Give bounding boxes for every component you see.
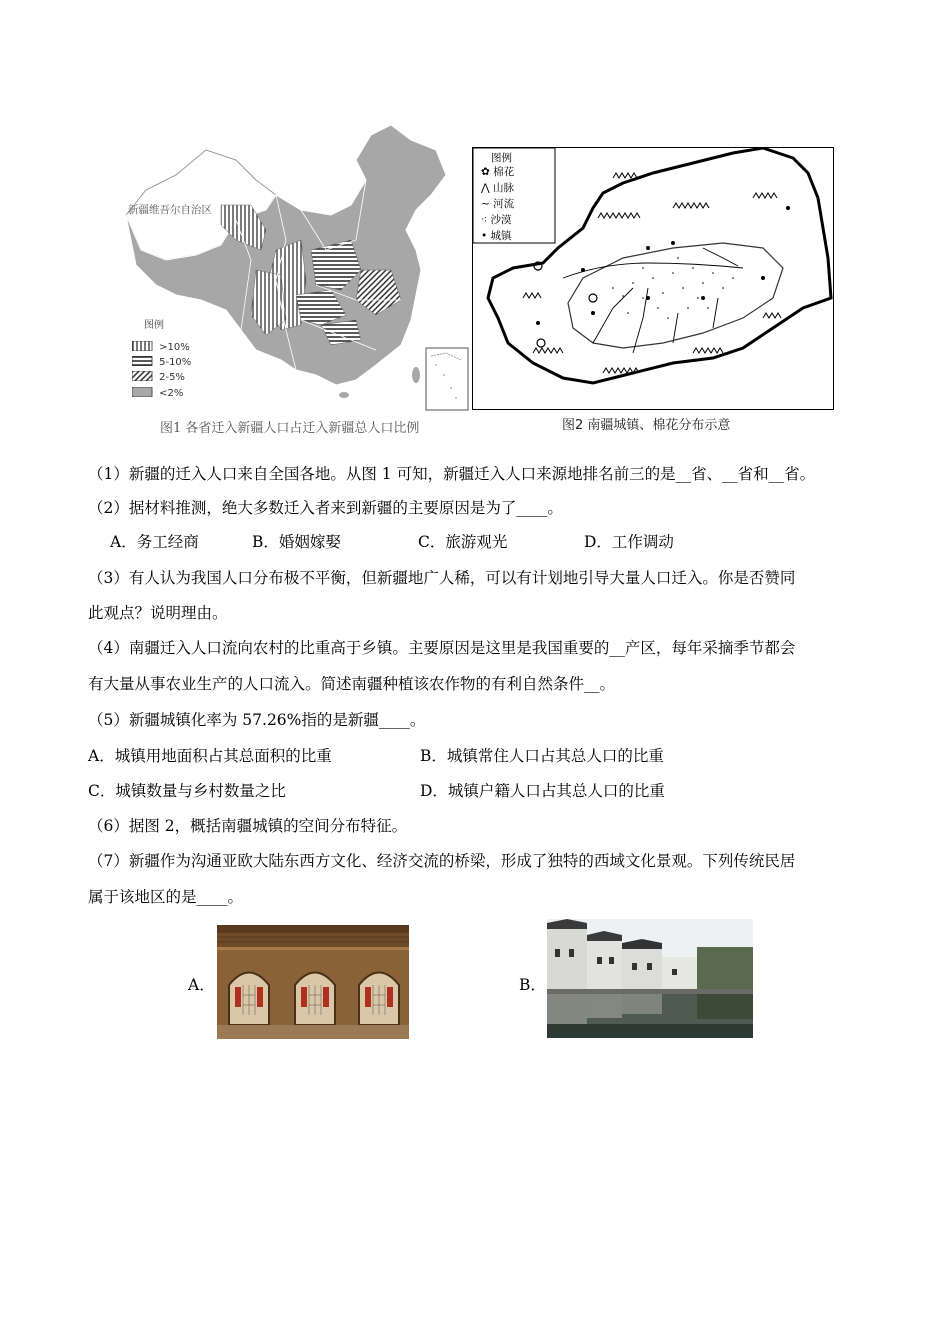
legend-label: 城镇 [490,230,512,242]
desert-icon: ⁖ [481,214,488,226]
figure-2-caption: 图2 南疆城镇、棉花分布示意 [562,418,731,433]
question-4-line-2: 有大量从事农业生产的人口流入。简述南疆种植该农作物的有利自然条件__。 [88,675,616,693]
huizhou-village-photo [547,919,753,1038]
question-1: （1）新疆的迁入人口来自全国各地。从图 1 可知，新疆迁入人口来源地排名前三的是__省、__省和__省。 [88,465,816,483]
question-6: （6）据图 2，概括南疆城镇的空间分布特征。 [88,817,408,835]
question-5: （5）新疆城镇化率为 57.26%指的是新疆____。 [88,711,426,729]
legend-item-cotton [481,164,514,179]
river-icon: ~ [481,198,490,210]
q2-option-c: C．旅游观光 [418,533,508,551]
south-china-sea-inset [426,348,468,410]
legend-title: 图例 [491,152,512,164]
q5-option-c: C．城镇数量与乡村数量之比 [88,782,286,800]
q5-option-a: A．城镇用地面积占其总面积的比重 [88,747,332,765]
south-xinjiang-graphic [473,148,833,408]
town-icon: • [481,230,488,242]
legend-item-town [481,228,512,243]
question-4-line-1: （4）南疆迁入人口流向农村的比重高于乡镇。主要原因是这里是我国重要的__产区，每年采摘季节都会 [88,639,796,657]
legend-label: 棉花 [493,166,515,178]
figure-1-caption: 图1 各省迁入新疆人口占迁入新疆总人口比例 [160,421,420,436]
legend-label: 2-5% [159,372,185,383]
legend-label: 河流 [493,198,515,210]
q2-option-d: D．工作调动 [584,533,674,551]
q7-option-a-image[interactable] [217,925,409,1039]
legend-label: 5-10% [159,357,192,368]
legend-row-2-5 [132,365,185,383]
q2-option-a: A．务工经商 [110,533,199,551]
question-7-line-2: 属于该地区的是____。 [88,888,244,906]
tarim-basin [568,243,783,348]
q7-option-a-label: A． [188,976,215,994]
legend-label: 山脉 [492,182,514,194]
q7-option-b-label: B． [519,976,546,994]
legend-item-mountain [481,180,514,195]
legend-row-5-10 [132,350,192,368]
question-7-line-1: （7）新疆作为沟通亚欧大陆东西方文化、经济交流的桥梁，形成了独特的西域文化景观。下列传统民居 [88,852,796,870]
legend-title: 图例 [144,320,164,331]
figure-1-map [116,120,471,415]
mountain-icon: ⋀ [481,182,490,194]
legend-item-river [481,196,514,211]
cave-dwelling-photo [217,925,409,1039]
legend-label: 沙漠 [490,214,512,226]
question-3-line-2: 此观点？说明理由。 [88,604,228,622]
legend-row-gt10 [132,335,190,353]
figure-2-map [472,147,834,410]
legend-row-lt2 [132,381,184,399]
region-label: 新疆维吾尔自治区 [128,204,212,216]
legend-item-desert [481,212,512,227]
q5-option-d: D．城镇户籍人口占其总人口的比重 [420,782,665,800]
q2-option-b: B．婚姻嫁娶 [252,533,341,551]
legend-label: >10% [159,342,190,353]
q5-option-b: B．城镇常住人口占其总人口的比重 [420,747,664,765]
legend-label: <2% [159,388,184,399]
cotton-icon: ✿ [481,166,490,178]
question-3-line-1: （3）有人认为我国人口分布极不平衡，但新疆地广人稀，可以有计划地引导大量人口迁入。你是否赞同 [88,569,796,587]
question-2: （2）据材料推测，绝大多数迁入者来到新疆的主要原因是为了____。 [88,499,563,517]
q7-option-b-image[interactable] [547,919,753,1038]
